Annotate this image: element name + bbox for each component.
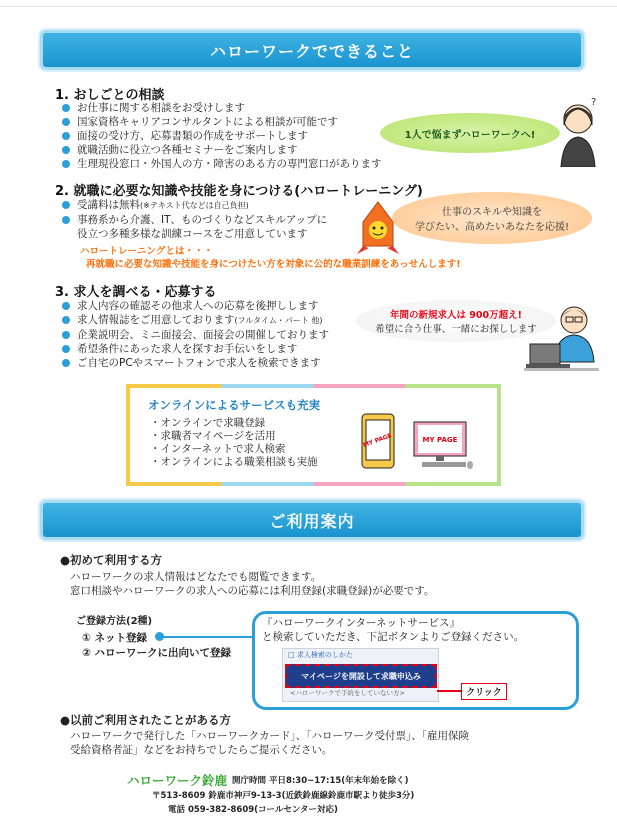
bullet-icon bbox=[62, 216, 70, 224]
first-time-heading: ●初めて利用する方 bbox=[60, 553, 163, 567]
option-in-person-registration: ② ハローワークに出向いて登録 bbox=[82, 647, 232, 659]
bullet-icon bbox=[62, 345, 70, 353]
bullet-icon bbox=[62, 132, 70, 140]
click-arrow-line bbox=[437, 690, 461, 692]
list-item: 事務系から介護、IT、ものづくりなどスキルアップに bbox=[62, 213, 327, 227]
list-item: 生理現役窓口・外国人の方・障害のある方の専門窓口があります bbox=[62, 157, 382, 171]
list-item: 企業説明会、ミニ面接会、面接会の開催しております bbox=[62, 328, 329, 342]
bullet-icon bbox=[62, 160, 70, 168]
section-banner-usage-guide: ご利用案内 bbox=[40, 500, 584, 540]
bullet-icon bbox=[62, 104, 70, 112]
registration-methods-title: ご登録方法(2種) bbox=[76, 616, 153, 627]
list-item: 受講料は無料(※テキスト代などは自己負担) bbox=[62, 198, 327, 213]
heading-job-search: 3. 求人を調べる・応募する bbox=[55, 285, 217, 300]
consultation-list bbox=[62, 101, 382, 171]
option-net-registration: ① ネット登録 bbox=[82, 632, 148, 644]
training-list bbox=[62, 198, 327, 241]
list-item: ・オンラインによる職業相談も実施 bbox=[150, 456, 318, 468]
monitor-mypage-label: MY PAGE bbox=[422, 436, 458, 444]
first-time-text: ハローワークの求人情報はどなたでも閲覧できます。 窓口相談やハローワークの求人への応募には利用登録(求職登録)が必要です。 bbox=[70, 571, 435, 597]
open-mypage-button[interactable]: マイページを開設して求職申込み bbox=[285, 664, 437, 688]
worried-person-icon bbox=[553, 95, 603, 167]
list-item: ご自宅のPCやスマートフォンで求人を検索できます bbox=[62, 356, 329, 370]
svg-text:?: ? bbox=[591, 97, 597, 108]
training-definition-body: 再就職に必要な知識や技能を身につけたい方を対象に公的な職業訓練をあっせんします! bbox=[86, 259, 461, 270]
list-item: 就職活動に役立つ各種セミナーをご案内します bbox=[62, 143, 382, 157]
list-item: 国家資格キャリアコンサルタントによる相談が可能です bbox=[62, 115, 382, 129]
speech-bubble-training: 仕事のスキルや知識を 学びたい、高めたいあなたを応援! bbox=[392, 192, 592, 244]
bullet-icon bbox=[62, 146, 70, 154]
internet-service-text: 『ハローワークインターネットサービス』 と検索していただき、下記ボタンよりご登録ください。 bbox=[262, 617, 525, 643]
person-laptop-icon bbox=[524, 300, 599, 378]
list-item: 役立つ多種多様な訓練コースをご用意しています bbox=[77, 228, 308, 240]
list-item: ・オンラインで求職登録 bbox=[150, 417, 266, 429]
list-item: 希望条件にあった求人を探すお手伝いをします bbox=[62, 342, 329, 356]
search-hint-link[interactable]: □ 求人検索のしかた bbox=[288, 651, 353, 659]
list-item: ・求職者マイページを活用 bbox=[150, 430, 276, 442]
connector-dot bbox=[155, 632, 164, 641]
monitor-icon bbox=[412, 420, 474, 470]
button-subtext: <ハローワークで手続をしていない方> bbox=[290, 689, 405, 697]
office-phone: 電話 059-382-8609(コールセンター対応) bbox=[168, 805, 338, 815]
section-banner-services: ハローワークでできること bbox=[40, 30, 584, 70]
bullet-icon bbox=[62, 331, 70, 339]
rocket-mascot-icon bbox=[355, 200, 401, 256]
smartphone-icon bbox=[360, 412, 396, 470]
office-name: ハローワーク鈴鹿 bbox=[127, 773, 228, 788]
speech-bubble-jobs: 年間の新規求人は 900万超え! 希望に合う仕事、一緒にお探しします bbox=[356, 300, 556, 342]
click-label: クリック bbox=[461, 683, 507, 700]
list-item: 面接の受け方、応募書類の作成をサポートします bbox=[62, 129, 382, 143]
heading-consultation: 1. おしごとの相談 bbox=[55, 88, 165, 103]
bullet-icon bbox=[62, 118, 70, 126]
office-address: 〒513-8609 鈴鹿市神戸9-13-3(近鉄鈴鹿線鈴鹿市駅より徒歩3分) bbox=[152, 791, 415, 801]
phone-mypage-label: MY PAGE bbox=[362, 432, 393, 449]
online-title: オンラインによるサービスも充実 bbox=[148, 398, 321, 412]
list-item: 求人内容の確認その他求人への応募を後押しします bbox=[62, 299, 329, 313]
office-hours: 開庁時間 平日8:30~17:15(年末年始を除く) bbox=[232, 776, 409, 786]
returning-user-heading: ●以前ご利用されたことがある方 bbox=[60, 713, 232, 727]
heading-training: 2. 就職に必要な知識や技能を身につける(ハロートレーニング) bbox=[55, 184, 423, 199]
top-rule bbox=[0, 6, 617, 7]
online-list bbox=[150, 417, 318, 469]
list-item: ・インターネットで求人検索 bbox=[150, 443, 286, 455]
bullet-icon bbox=[62, 359, 70, 367]
returning-user-text: ハローワークで発行した「ハローワークカード」、「ハローワーク受付票」、「雇用保険 受給資格者証」などをお持ちでしたらご提示ください。 bbox=[70, 730, 469, 756]
connector-line bbox=[160, 636, 254, 638]
bullet-icon bbox=[62, 201, 70, 209]
bullet-icon bbox=[62, 302, 70, 310]
list-item: 求人情報誌をご用意しております(フルタイム・パート 他) bbox=[62, 313, 329, 328]
training-definition-title: ハロートレーニングとは・・・ bbox=[80, 246, 214, 257]
list-item: お仕事に関する相談をお受けします bbox=[62, 101, 382, 115]
job-search-list bbox=[62, 299, 329, 370]
speech-bubble-consult: 1人で悩まずハローワークへ! bbox=[380, 113, 560, 153]
bullet-icon bbox=[62, 316, 70, 324]
